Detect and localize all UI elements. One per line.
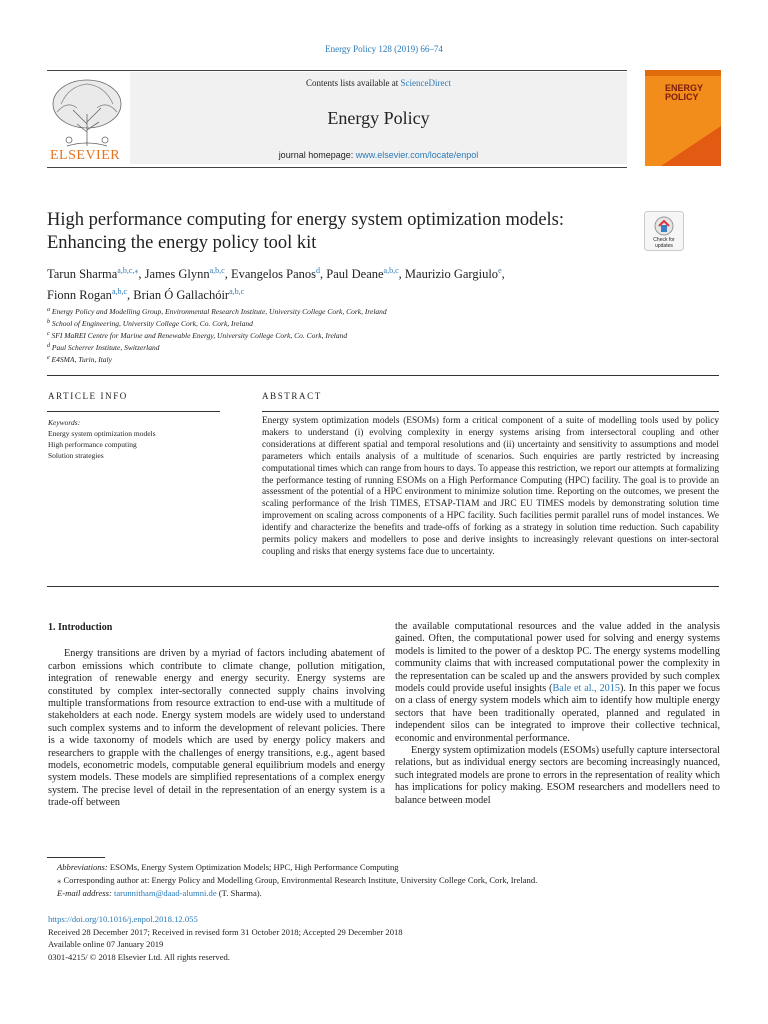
abstract-text: Energy system optimization models (ESOMs) form a critical component of a suite of modelling tools used by policy makers to understand (i) evolving complexity in energy systems arising from intersectoral coupling and other considerations at different spatial and temporal resolutions and (ii) uncertainty and sensitivity to assumptions and model parameters which entails analysis of a multitude of scenarios. Such enquiries are partly restricted by increasing computational times which can range from hours to days. To appease this restriction, we report our attempts at formalizing the performance testing of running ESOMs on a High Performance Computing (HPC) facility. The goal is to provide an assessment of the potential of a HPC environment to minimize solution time. Reporting on the outcomes, we present the scaling performance of the Irish TIMES, ETSAP-TIAM and JRC EU TIMES models by demonstrating solution time improvement on scaling across components of a HPC facility. Such facilities permit parallel runs of model instances. We identify and characterize the benefits and trade-offs of forking as a strategy in solution time reduction. Such capability permits policy makers and modellers to pose and derive insights to increasingly relevant questions on inter-sectoral coupling and risks that energy systems face due to uncertainty.: [262, 416, 719, 557]
author-name[interactable]: Paul Deane: [326, 267, 384, 281]
keyword-item: High performance computing: [48, 440, 137, 449]
available-online: Available online 07 January 2019: [48, 939, 164, 949]
footnote-text: ESOMs, Energy System Optimization Models; HPC, High Performance Computing: [107, 862, 399, 872]
affiliation-item: [47, 329, 697, 341]
affiliation-mark: d: [47, 343, 50, 349]
footnote-label: E-mail address:: [57, 888, 112, 898]
cover-title: [665, 84, 703, 102]
author-name[interactable]: Brian Ó Gallachóir: [133, 288, 230, 302]
homepage-prefix: journal homepage:: [278, 150, 356, 160]
body-column-right: [395, 621, 720, 807]
doi-link[interactable]: https://doi.org/10.1016/j.enpol.2018.12.055: [48, 914, 198, 924]
article-title: [47, 209, 627, 255]
author-list: [47, 262, 687, 304]
footnote-text: (T. Sharma).: [216, 888, 262, 898]
elsevier-logo[interactable]: [47, 74, 127, 164]
affiliation-text: E4SMA, Turin, Italy: [51, 355, 112, 364]
copyright: 0301-4215/ © 2018 Elsevier Ltd. All rights reserved.: [48, 951, 230, 962]
author-affiliation-marks[interactable]: d: [316, 266, 321, 275]
homepage-link[interactable]: www.elsevier.com/locate/enpol: [355, 150, 479, 160]
journal-name: Energy Policy: [327, 108, 430, 128]
author-affiliation-marks[interactable]: a,b,c: [383, 266, 399, 275]
affiliation-mark: b: [47, 319, 50, 325]
affiliation-mark: a: [47, 307, 50, 313]
author-name[interactable]: Fionn Rogan: [47, 288, 112, 302]
footnotes: [47, 857, 727, 900]
email-link[interactable]: tarunnitham@daad-alumni.de: [113, 888, 217, 898]
author-affiliation-marks[interactable]: a,b,c: [229, 287, 245, 296]
elsevier-wordmark: ELSEVIER: [50, 148, 121, 163]
affiliation-item: [47, 341, 697, 353]
paragraph: Energy transitions are driven by a myriad of factors including abatement of carbon emissions which contribute to climate change, pollution mitigation, integration of renewable energy and energy security. Energy systems are constituted by complex inter-sectorally connected supply chains involving multiple transformations from resource extraction to end-use with a multitude of stakeholders at each node. Energy system models are widely used to understand such complex systems and to inform the development of relevant policies. There is a wide taxonomy of models which are used by energy policy makers and researchers to grapple with the challenges of energy transitions, e.g., agent based models, econometric models, computable general equilibrium models and energy system models. These models are simplified representations of a complex energy system. The precise level of detail in the representation of an energy system is a trade-off between: [48, 648, 385, 809]
citation-link[interactable]: Bale et al., 2015: [552, 683, 620, 695]
affiliation-list: [47, 305, 697, 365]
author-affiliation-marks[interactable]: a,b,c: [111, 287, 128, 296]
paragraph-text: the available computational resources and the value added in the analysis gained. Often, the computational power used for solving and energy systems models is limited to the power of a desktop PC. The energy systems modelling community claims that with increased computational power the complexity in the representation can be scaled up and the answers provided by such complex models could provide useful insights (: [395, 621, 720, 695]
contents-prefix: Contents lists available at: [306, 78, 401, 88]
divider: [47, 586, 719, 587]
affiliation-mark: e: [47, 355, 50, 361]
journal-cover[interactable]: [645, 70, 721, 166]
affiliation-text: SFI MaREI Centre for Marine and Renewable Energy, University College Cork, Co. Cork, Ireland: [51, 331, 348, 340]
divider: [47, 411, 220, 412]
author-affiliation-marks[interactable]: a,b,c,⁎: [117, 266, 139, 275]
keywords-block: [48, 417, 223, 461]
cover-band: [645, 70, 721, 76]
author-name[interactable]: Tarun Sharma: [47, 267, 118, 281]
title-line2: Enhancing the energy policy tool kit: [47, 233, 317, 253]
footnote-email: [47, 887, 727, 900]
abstract-heading: ABSTRACT: [262, 391, 322, 401]
authors-line1: Tarun Sharma$^{a,b,c,⁎}$, James Glynn$^{a,b,c}$, Evangelos Panos$^d$, Paul Deane$^{a,b,c}$, Maurizio Gargiulo$^e$,: [47, 266, 505, 281]
footnote-rule: [47, 857, 105, 858]
sciencedirect-link[interactable]: ScienceDirect: [400, 78, 451, 88]
paragraph-text: ). In this paper we focus on a class of energy system models which aim to identify how multiple energy sectors that have been traditionally operated, planned and regulated in independent silos can be integrated to improve their collective technical, economic and environmental performance.: [395, 683, 720, 744]
author-name[interactable]: Maurizio Gargiulo: [404, 267, 499, 281]
check-for-updates-button[interactable]: [644, 211, 684, 251]
authors-line2: Fionn Rogan$^{a,b,c}$, Brian Ó Gallachóir$^{a,b,c}$: [47, 287, 245, 302]
article-info-heading: ARTICLE INFO: [48, 391, 128, 401]
affiliation-text: Paul Scherrer Institute, Switzerland: [51, 343, 160, 352]
keywords-label: Keywords:: [48, 418, 81, 427]
keyword-item: Solution strategies: [48, 451, 104, 460]
contents-line: [130, 78, 627, 88]
cover-title-line1: ENERGY: [665, 83, 704, 93]
affiliation-text: School of Engineering, University College Cork, Co. Cork, Ireland: [51, 319, 253, 328]
author-affiliation-marks[interactable]: a,b,c: [209, 266, 225, 275]
divider: [262, 411, 719, 412]
affiliation-text: Energy Policy and Modelling Group, Environmental Research Institute, University College Cork, Cork, Ireland: [51, 307, 387, 316]
author-name[interactable]: James Glynn: [144, 267, 210, 281]
check-updates-label: Check for updates: [653, 237, 675, 249]
divider: [47, 375, 719, 376]
author-name[interactable]: Evangelos Panos: [230, 267, 317, 281]
footnote-corresponding: ⁎ Corresponding author at: Energy Policy and Modelling Group, Environmental Research Institute, University College Cork, Cork, Ireland.: [57, 875, 538, 885]
footnote-abbreviations: [47, 861, 727, 874]
body-column-left: [48, 622, 385, 810]
paragraph: Energy system optimization models (ESOMs) usefully capture intersectoral relations, but as individual energy sectors are becoming increasingly nuanced, such integrated models are prone to errors in the representation of reality which has implications for policy making. ESOM researchers and modellers need to balance between model: [395, 745, 720, 806]
author-affiliation-marks[interactable]: e: [498, 266, 502, 275]
section-heading: 1. Introduction: [48, 622, 113, 633]
footnote-label: Abbreviations:: [57, 862, 108, 872]
cover-title-line2: POLICY: [665, 92, 699, 102]
affiliation-item: [47, 305, 697, 317]
affiliation-item: [47, 353, 697, 365]
publication-info: [48, 913, 648, 963]
homepage-line: [130, 150, 627, 160]
title-line1: High performance computing for energy system optimization models:: [47, 210, 565, 230]
keyword-item: Energy system optimization models: [48, 429, 156, 438]
paragraph: [395, 621, 720, 745]
cover-graphic: [661, 126, 721, 166]
received-dates: Received 28 December 2017; Received in revised form 31 October 2018; Accepted 29 December 2018: [48, 926, 403, 937]
affiliation-item: [47, 317, 697, 329]
affiliation-mark: c: [47, 331, 50, 337]
journal-citation[interactable]: Energy Policy 128 (2019) 66–74: [325, 44, 443, 54]
